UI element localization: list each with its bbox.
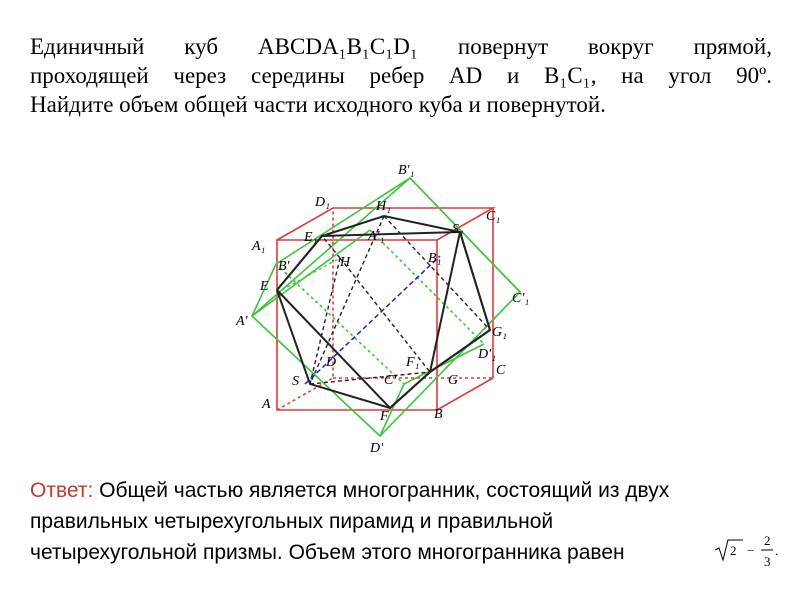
label-A1-prime: A'₁ (368, 229, 385, 244)
problem-statement (30, 32, 772, 119)
label-H1: H₁ (376, 199, 391, 214)
cube-diagram (230, 150, 560, 460)
label-B1: B₁ (428, 251, 442, 266)
minus-sign: − (747, 543, 755, 558)
label-D-prime: D' (370, 441, 384, 456)
label-D1: D₁ (315, 195, 330, 210)
label-S1: S₁ (452, 222, 464, 237)
label-F: F (380, 409, 389, 424)
rotated-cube-edge-2 (276, 264, 404, 384)
label-C1: C₁ (486, 209, 501, 224)
formula-svg (715, 530, 785, 580)
label-C: C (496, 363, 506, 378)
formula-period: . (775, 543, 779, 558)
label-G: G (448, 373, 459, 388)
problem-line-3: Найдите объем общей части исходного куба и повернутой. (30, 92, 606, 117)
rotated-cube-edge-7 (276, 178, 410, 264)
label-A1: A₁ (252, 239, 266, 254)
label-C-prime: C' (384, 373, 397, 388)
polyhedron-edge-4 (460, 232, 490, 330)
label-A-prime: A' (236, 314, 248, 329)
sqrt-sign (715, 540, 743, 560)
polyhedron-edge-1 (322, 232, 460, 236)
fraction-denominator: 3 (764, 554, 771, 569)
problem-line-2: проходящей через середины ребер AD и B₁C₁, на угол 90º. (30, 63, 772, 88)
problem-line-1: Единичный куб ABCDA₁B₁C₁D₁ повернут вокруг прямой, (30, 34, 772, 59)
label-S: S (292, 374, 299, 389)
original-cube-front-face (277, 240, 437, 410)
cube-rotation-figure (230, 150, 560, 460)
label-D: D (326, 355, 337, 370)
answer-line-3: четырехугольной призмы. Объем этого многогранника равен (30, 541, 625, 564)
label-B: B (434, 407, 443, 422)
label-B1-prime: B'₁ (398, 163, 415, 178)
sqrt-radicand: 2 (730, 543, 737, 558)
answer-line-2: правильных четырехугольных пирамид и правильной (30, 510, 554, 533)
answer-block (30, 475, 790, 568)
label-D1-prime: D'₁ (478, 347, 496, 362)
label-E1: E₁ (304, 230, 318, 245)
original-cube-bottom-right-edge (437, 378, 493, 410)
rotated-cube-edge-4 (370, 230, 484, 344)
label-F1: F₁ (406, 355, 420, 370)
label-H: H (340, 255, 351, 270)
rotated-cube-edge-1 (410, 178, 520, 292)
answer-line-1 (30, 475, 790, 506)
label-B-prime: B' (278, 259, 290, 274)
vertex-labels (235, 163, 529, 456)
answer-label: Ответ: (30, 479, 94, 502)
label-C1-prime: C'₁ (512, 291, 530, 306)
label-E: E (260, 279, 269, 294)
label-A: A (262, 397, 271, 412)
answer-formula (715, 530, 785, 580)
answer-text-1: Общей частью является многогранник, состоящий из двух (93, 479, 670, 502)
fraction-numerator: 2 (764, 533, 771, 548)
label-G1: G₁ (492, 325, 507, 340)
